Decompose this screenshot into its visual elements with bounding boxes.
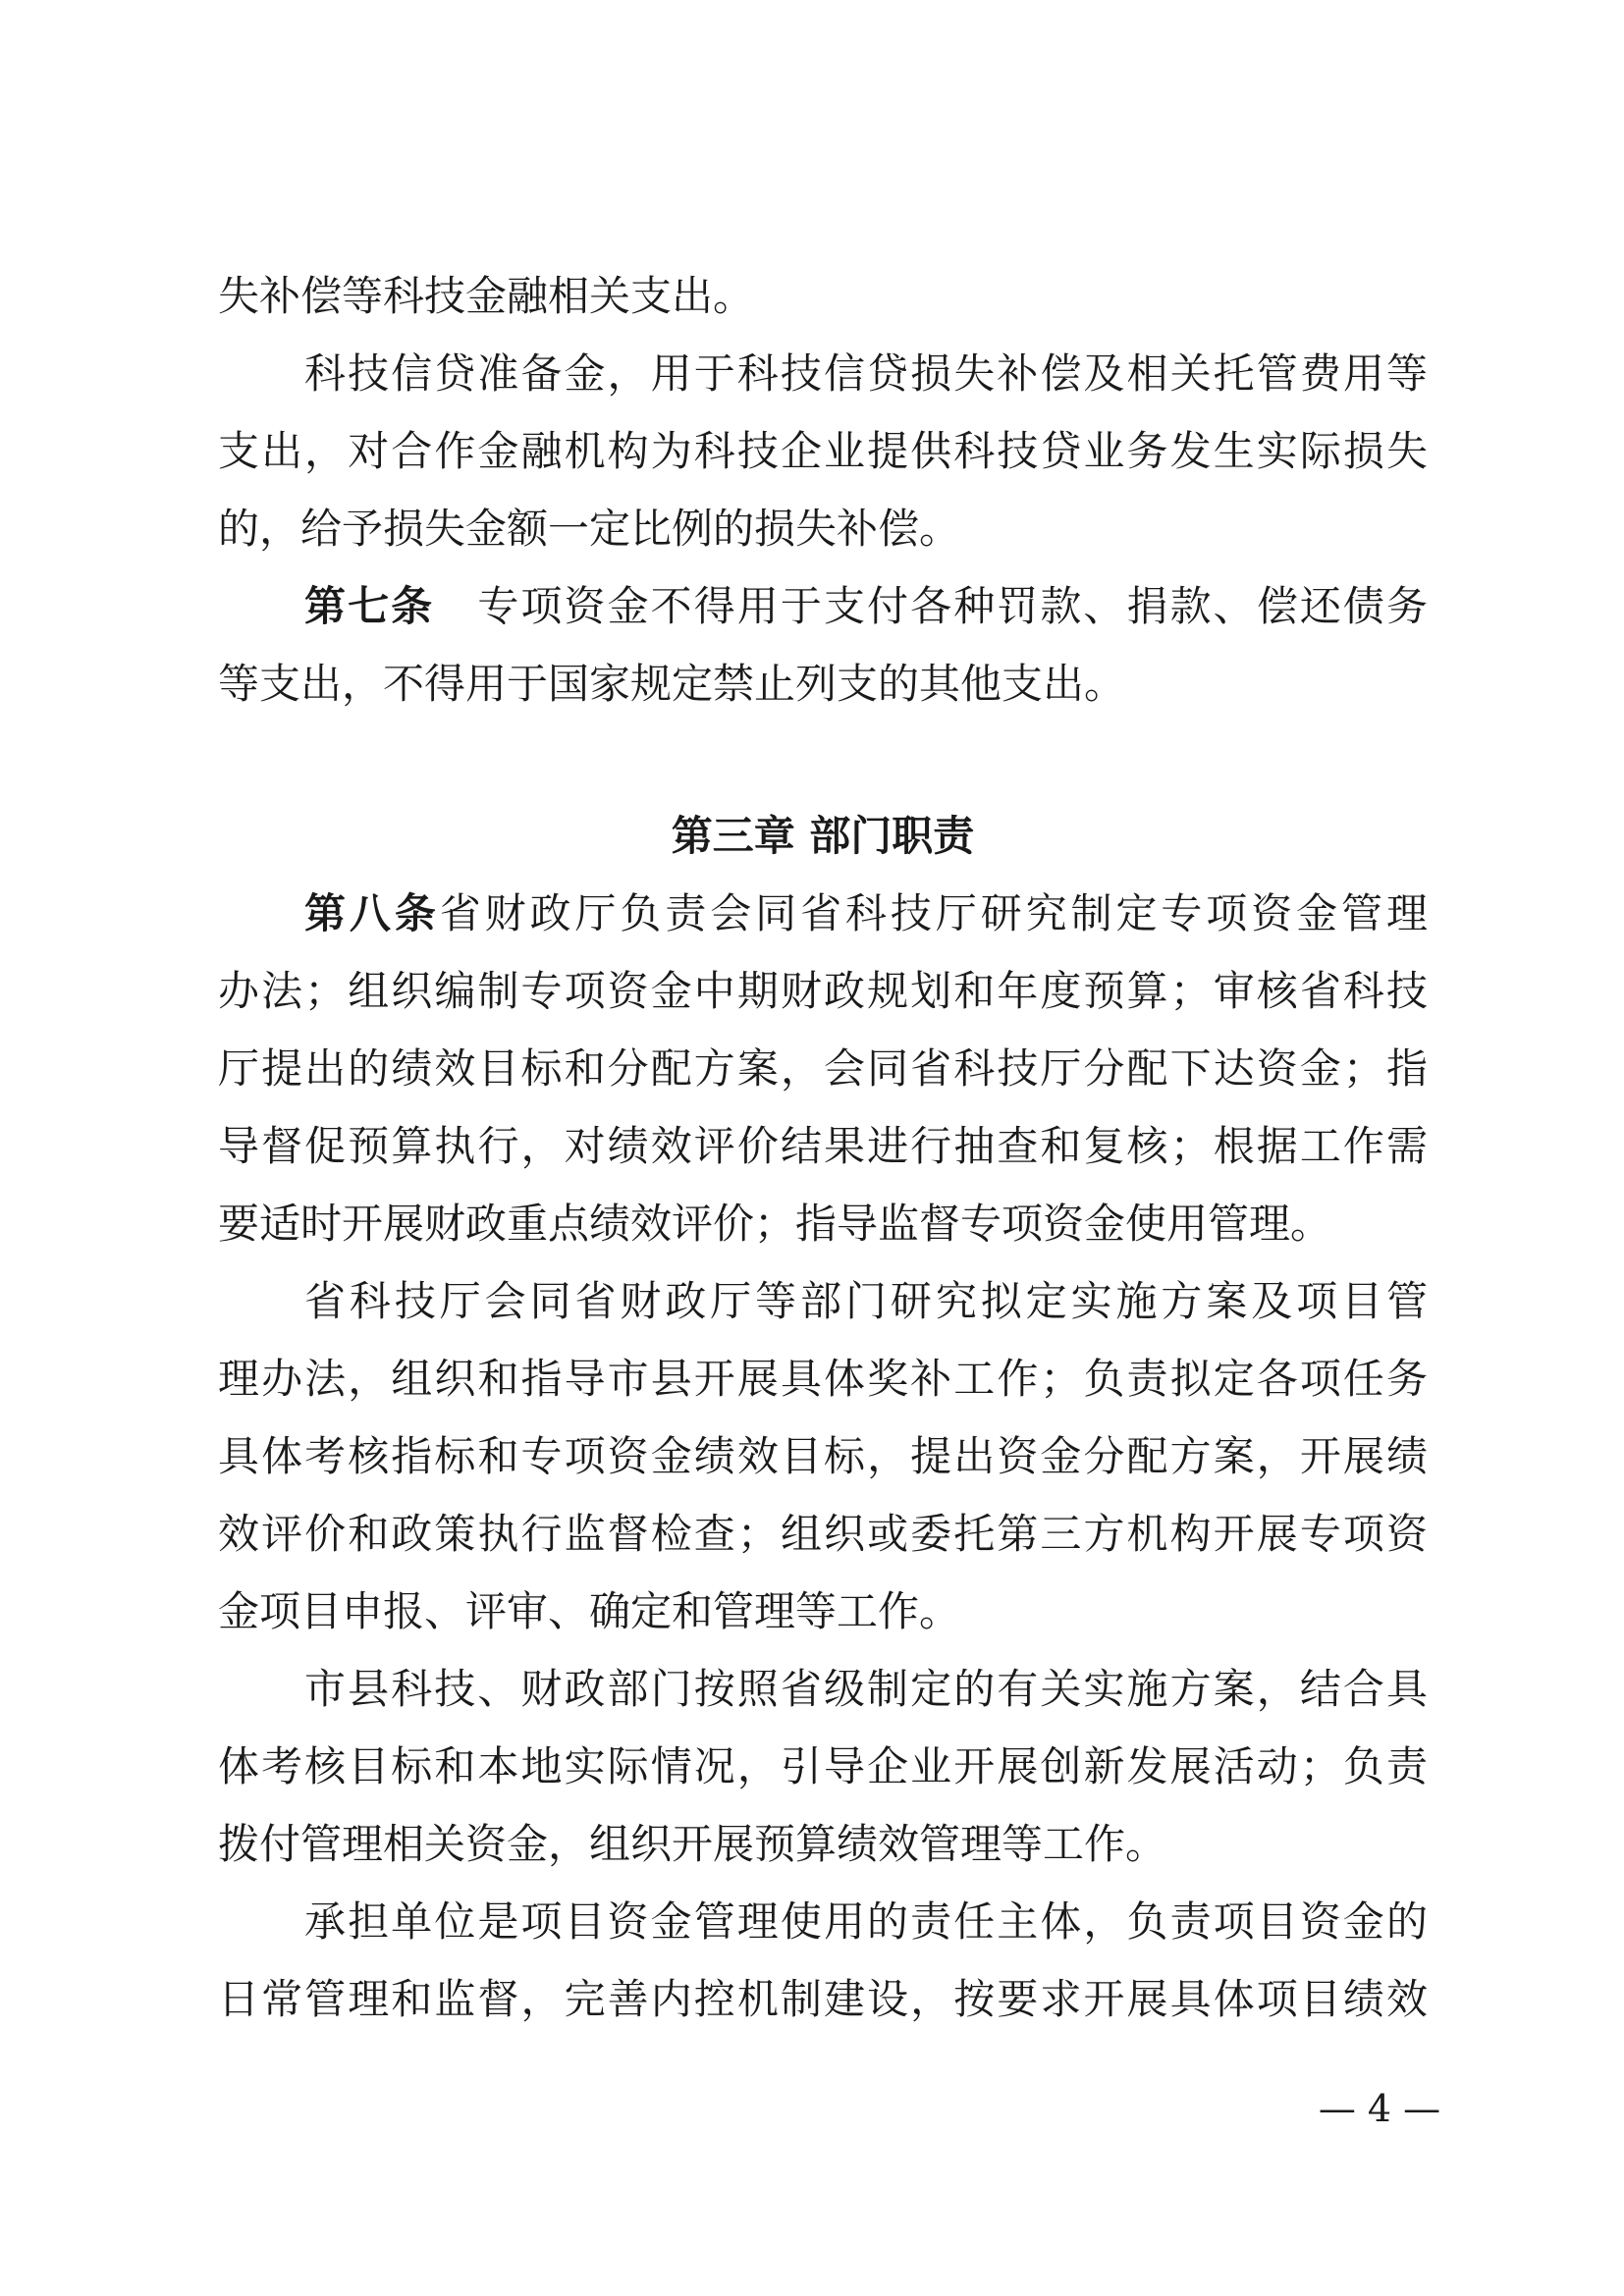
text-line: 承担单位是项目资金管理使用的责任主体，负责项目资金的: [304, 1897, 1428, 1946]
article-number: 第八条: [304, 889, 440, 937]
text-line: 要适时开展财政重点绩效评价；指导监督专项资金使用管理。: [218, 1200, 1332, 1248]
text-line: 日常管理和监督，完善内控机制建设，按要求开展具体项目绩效: [218, 1975, 1428, 2023]
article-text: 专项资金不得用于支付各种罚款、捐款、偿还债务: [475, 582, 1428, 630]
page-number: — 4 —: [1318, 2087, 1441, 2130]
paragraph-1: [218, 257, 1428, 335]
article-number: 第七条: [304, 582, 435, 630]
text-line: 金项目申报、评审、确定和管理等工作。: [218, 1587, 961, 1635]
text-line: 效评价和政策执行监督检查；组织或委托第三方机构开展专项资: [218, 1510, 1428, 1558]
text-line: 失补偿等科技金融相关支出。: [218, 272, 755, 320]
text-line: [218, 875, 1428, 952]
chapter-heading: 第三章 部门职责: [671, 812, 975, 860]
text-line: 体考核目标和本地实际情况，引导企业开展创新发展活动；负责: [218, 1742, 1428, 1790]
paragraph-5: [218, 1262, 1428, 1650]
article-text: 省财政厅负责会同省科技厅研究制定专项资金管理: [439, 889, 1428, 937]
text-line: 的，给予损失金额一定比例的损失补偿。: [218, 505, 961, 553]
document-body: [218, 257, 1428, 2038]
text-line: 市县科技、财政部门按照省级制定的有关实施方案，结合具: [304, 1665, 1428, 1713]
paragraph-7: [218, 1883, 1428, 2038]
text-line: 办法；组织编制专项资金中期财政规划和年度预算；审核省科技: [218, 967, 1428, 1015]
text-line: [218, 567, 1428, 645]
text-line: 等支出，不得用于国家规定禁止列支的其他支出。: [218, 660, 1126, 708]
paragraph-6: [218, 1650, 1428, 1883]
text-line: 省科技厅会同省财政厅等部门研究拟定实施方案及项目管: [304, 1277, 1428, 1325]
paragraph-article-7: [218, 567, 1428, 722]
text-line: 导督促预算执行，对绩效评价结果进行抽查和复核；根据工作需: [218, 1122, 1428, 1170]
text-line: 拨付管理相关资金，组织开展预算绩效管理等工作。: [218, 1820, 1167, 1868]
text-line: 支出，对合作金融机构为科技企业提供科技贷业务发生实际损失: [218, 427, 1428, 475]
text-line: 厅提出的绩效目标和分配方案，会同省科技厅分配下达资金；指: [218, 1044, 1428, 1093]
paragraph-2: [218, 335, 1428, 567]
text-line: 具体考核指标和专项资金绩效目标，提出资金分配方案，开展绩: [218, 1432, 1428, 1480]
paragraph-article-8: [218, 875, 1428, 1262]
text-line: 科技信贷准备金，用于科技信贷损失补偿及相关托管费用等: [304, 349, 1428, 398]
text-line: 理办法，组织和指导市县开展具体奖补工作；负责拟定各项任务: [218, 1355, 1428, 1403]
